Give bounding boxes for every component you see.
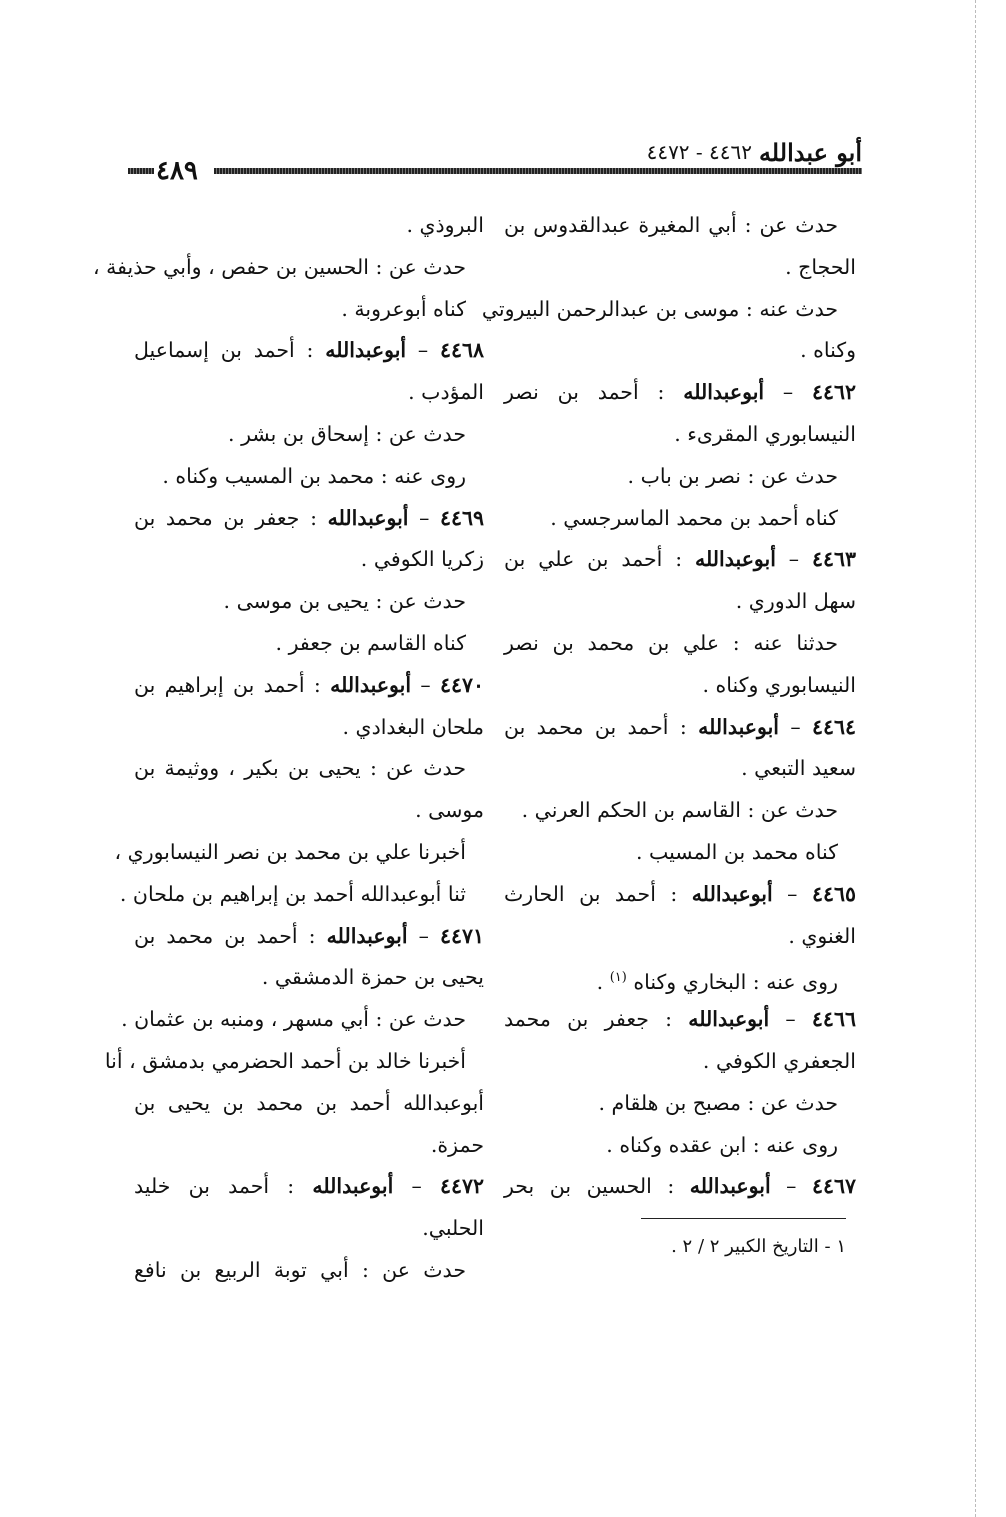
text-line xyxy=(504,748,856,790)
entry-heading-line: ٤٤٦٣ – أبوعبدالله : أحمد بن علي بن xyxy=(504,547,856,572)
line-text: الحلبي. xyxy=(422,1216,484,1241)
text-line xyxy=(504,205,856,247)
text-line xyxy=(134,707,484,749)
line-text: الجعفري الكوفي . xyxy=(702,1048,856,1073)
line-text: حدث عن : نصر بن باب . xyxy=(627,463,838,488)
line-text: حدث عن : أبي توبة الربيع بن نافع xyxy=(134,1257,466,1282)
line-text: حدث عن : يحيى بن بكير ، ووثيمة بن xyxy=(134,756,466,781)
text-line xyxy=(481,289,856,331)
text-line xyxy=(504,414,856,456)
line-text: كناه محمد بن المسيب . xyxy=(635,839,838,864)
line-text: ملحان البغدادي . xyxy=(342,714,484,739)
line-text: أخبرنا خالد بن أحمد الحضرمي بدمشق ، أنا xyxy=(104,1048,466,1073)
line-text: : أحمد بن نصر xyxy=(504,380,665,405)
entry-name: أبوعبدالله xyxy=(683,380,765,405)
text-line xyxy=(121,999,484,1041)
entry-heading-line: ٤٤٦٢ – أبوعبدالله : أحمد بن نصر xyxy=(504,380,856,405)
line-text: كناه القاسم بن جعفر . xyxy=(275,630,466,655)
text-line xyxy=(504,916,856,958)
line-text: روى عنه : البخاري وكناه xyxy=(633,970,838,995)
line-text: سعيد التبعي . xyxy=(741,756,856,781)
entry-heading-line: ٤٤٦٥ – أبوعبدالله : أحمد بن الحارث xyxy=(504,881,856,906)
text-line xyxy=(504,247,856,289)
entry-name: أبوعبدالله xyxy=(327,505,409,530)
text-line xyxy=(134,748,484,790)
entry-number: ٤٤٧٢ xyxy=(439,1174,484,1199)
entry-number: ٤٤٦٢ xyxy=(811,380,856,405)
line-text: : أحمد بن الحارث xyxy=(504,881,678,906)
line-text: : أحمد بن علي بن xyxy=(504,547,683,572)
header-rule-left xyxy=(128,168,154,174)
line-text: : أحمد بن محمد بن xyxy=(134,923,316,948)
text-line xyxy=(134,205,484,247)
text-line xyxy=(504,330,856,372)
entry-heading-line: ٤٤٦٧ – أبوعبدالله : الحسين بن بحر xyxy=(504,1174,856,1199)
line-text: حمزة. xyxy=(430,1132,484,1157)
line-text: : أحمد بن خليد xyxy=(134,1174,295,1199)
text-line xyxy=(504,665,856,707)
entry-name: أبوعبدالله xyxy=(689,1174,771,1199)
entry-name: أبوعبدالله xyxy=(312,1174,394,1199)
text-line xyxy=(134,539,484,581)
entry-number: ٤٤٦٥ xyxy=(811,881,856,906)
text-line xyxy=(134,372,484,414)
text-line xyxy=(504,456,856,498)
entry-number: ٤٤٦٧ xyxy=(811,1174,856,1199)
text-line xyxy=(134,1083,484,1125)
entry-heading-line: ٤٤٧١ – أبوعبدالله : أحمد بن محمد بن xyxy=(134,923,484,948)
text-line xyxy=(134,957,484,999)
entry-name: أبوعبدالله xyxy=(330,672,412,697)
line-text: روى عنه : محمد بن المسيب وكناه . xyxy=(162,463,466,488)
entry-number: ٤٤٧١ xyxy=(439,923,484,948)
text-line xyxy=(504,957,856,999)
running-title: أبو عبدالله xyxy=(758,138,862,167)
text-line xyxy=(134,289,484,331)
line-text: حدث عن : إسحاق بن بشر . xyxy=(228,421,466,446)
entry-name: أبوعبدالله xyxy=(326,923,408,948)
line-text: البروذي . xyxy=(406,213,484,237)
header-rule xyxy=(214,168,862,174)
page-number: ٤٨٩ xyxy=(156,156,198,186)
line-text: : جعفر بن محمد بن xyxy=(134,505,317,530)
footnote: ١ - التاريخ الكبير ٢ / ٢ . xyxy=(671,1236,846,1257)
text-line xyxy=(134,790,484,832)
left-column xyxy=(93,205,484,1292)
scan-edge-line xyxy=(974,0,976,1517)
entry-name: أبوعبدالله xyxy=(698,714,779,739)
text-line xyxy=(504,498,856,540)
line-text: حدث عن : يحيى بن موسى . xyxy=(223,589,466,614)
line-text: الغنوي . xyxy=(788,923,856,948)
entry-heading-line: ٤٤٧٢ – أبوعبدالله : أحمد بن خليد xyxy=(134,1174,484,1199)
text-line xyxy=(134,1125,484,1167)
line-text: حدث عن : أبي مسهر ، ومنبه بن عثمان . xyxy=(121,1007,466,1032)
entry-heading-line: ٤٤٦٨ – أبوعبدالله : أحمد بن إسماعيل xyxy=(134,338,484,363)
line-text: النيسابوري وكناه . xyxy=(702,672,856,697)
line-text: النيسابوري المقرىء . xyxy=(674,421,856,446)
line-text: الحجاج . xyxy=(785,254,856,279)
text-line xyxy=(134,623,484,665)
line-text: ثنا أبوعبدالله أحمد بن إبراهيم بن ملحان . xyxy=(119,881,466,906)
text-line xyxy=(93,247,484,289)
footnote-separator xyxy=(641,1218,846,1219)
line-text: حدث عن : القاسم بن الحكم العرني . xyxy=(521,798,838,823)
entry-number: ٤٤٦٣ xyxy=(811,547,856,572)
text-line xyxy=(504,790,856,832)
entry-number: ٤٤٦٤ xyxy=(811,714,856,739)
line-text: : أحمد بن إبراهيم بن xyxy=(134,672,321,697)
line-text: سهل الدوري . xyxy=(735,589,856,614)
text-line xyxy=(504,581,856,623)
text-line xyxy=(504,1083,856,1125)
text-line xyxy=(134,1208,484,1250)
text-line xyxy=(134,414,484,456)
line-text: وكناه . xyxy=(800,338,856,363)
entry-number: ٤٤٦٨ xyxy=(439,338,484,363)
text-line xyxy=(114,832,484,874)
text-line xyxy=(134,581,484,623)
line-text: أبوعبدالله أحمد بن محمد بن يحيى بن xyxy=(134,1090,484,1115)
entry-number: ٤٤٦٩ xyxy=(439,505,484,530)
entry-heading-line: ٤٤٦٤ – أبوعبدالله : أحمد بن محمد بن xyxy=(504,714,856,739)
entry-name: أبوعبدالله xyxy=(695,547,776,572)
entry-name: أبوعبدالله xyxy=(691,881,773,906)
line-text: كناه أحمد بن محمد الماسرجسي . xyxy=(550,505,838,530)
line-text: : أحمد بن إسماعيل xyxy=(134,338,314,363)
page-header xyxy=(128,130,862,186)
line-text: حدث عنه : موسى بن عبدالرحمن البيروتي xyxy=(481,296,838,321)
line-text: أخبرنا علي بن محمد بن نصر النيسابوري ، xyxy=(114,839,466,864)
line-text: حدث عن : مصبح بن هلقام . xyxy=(598,1090,838,1115)
entry-name: أبوعبدالله xyxy=(688,1007,770,1032)
text-line xyxy=(104,1041,484,1083)
entry-number: ٤٤٧٠ xyxy=(439,672,484,697)
text-line xyxy=(504,832,856,874)
text-line xyxy=(134,1250,484,1292)
line-text: حدث عن : الحسين بن حفص ، وأبي حذيفة ، xyxy=(93,254,466,279)
entry-heading-line: ٤٤٦٦ – أبوعبدالله : جعفر بن محمد xyxy=(504,1007,856,1032)
line-text: : جعفر بن محمد xyxy=(504,1007,673,1032)
text-line xyxy=(504,1125,856,1167)
right-column xyxy=(481,205,856,1208)
line-text: : أحمد بن محمد بن xyxy=(504,714,687,739)
line-text: يحيى بن حمزة الدمشقي . xyxy=(261,965,484,990)
entry-name: أبوعبدالله xyxy=(325,338,407,363)
footnote-ref: (١) xyxy=(609,970,627,986)
line-text: المؤدب . xyxy=(408,380,484,405)
text-line xyxy=(504,623,856,665)
line-text: روى عنه : ابن عقده وكناه . xyxy=(606,1132,838,1157)
line-text: حدثنا عنه : علي بن محمد بن نصر xyxy=(504,630,838,655)
text-line xyxy=(119,874,484,916)
text-line xyxy=(504,1041,856,1083)
entry-heading-line: ٤٤٦٩ – أبوعبدالله : جعفر بن محمد بن xyxy=(134,505,484,530)
entry-number: ٤٤٦٦ xyxy=(811,1007,856,1032)
entry-heading-line: ٤٤٧٠ – أبوعبدالله : أحمد بن إبراهيم بن xyxy=(134,672,484,697)
entry-range: ٤٤٦٢ - ٤٤٧٢ xyxy=(646,140,752,164)
line-text: حدث عن : أبي المغيرة عبدالقدوس بن xyxy=(504,213,838,237)
line-tail: . xyxy=(596,970,610,995)
line-text: كناه أبوعروبة . xyxy=(341,296,466,321)
line-text: زكريا الكوفي . xyxy=(360,547,484,572)
line-text: موسى . xyxy=(415,798,484,823)
line-text: : الحسين بن بحر xyxy=(504,1174,675,1199)
text-line xyxy=(134,456,484,498)
